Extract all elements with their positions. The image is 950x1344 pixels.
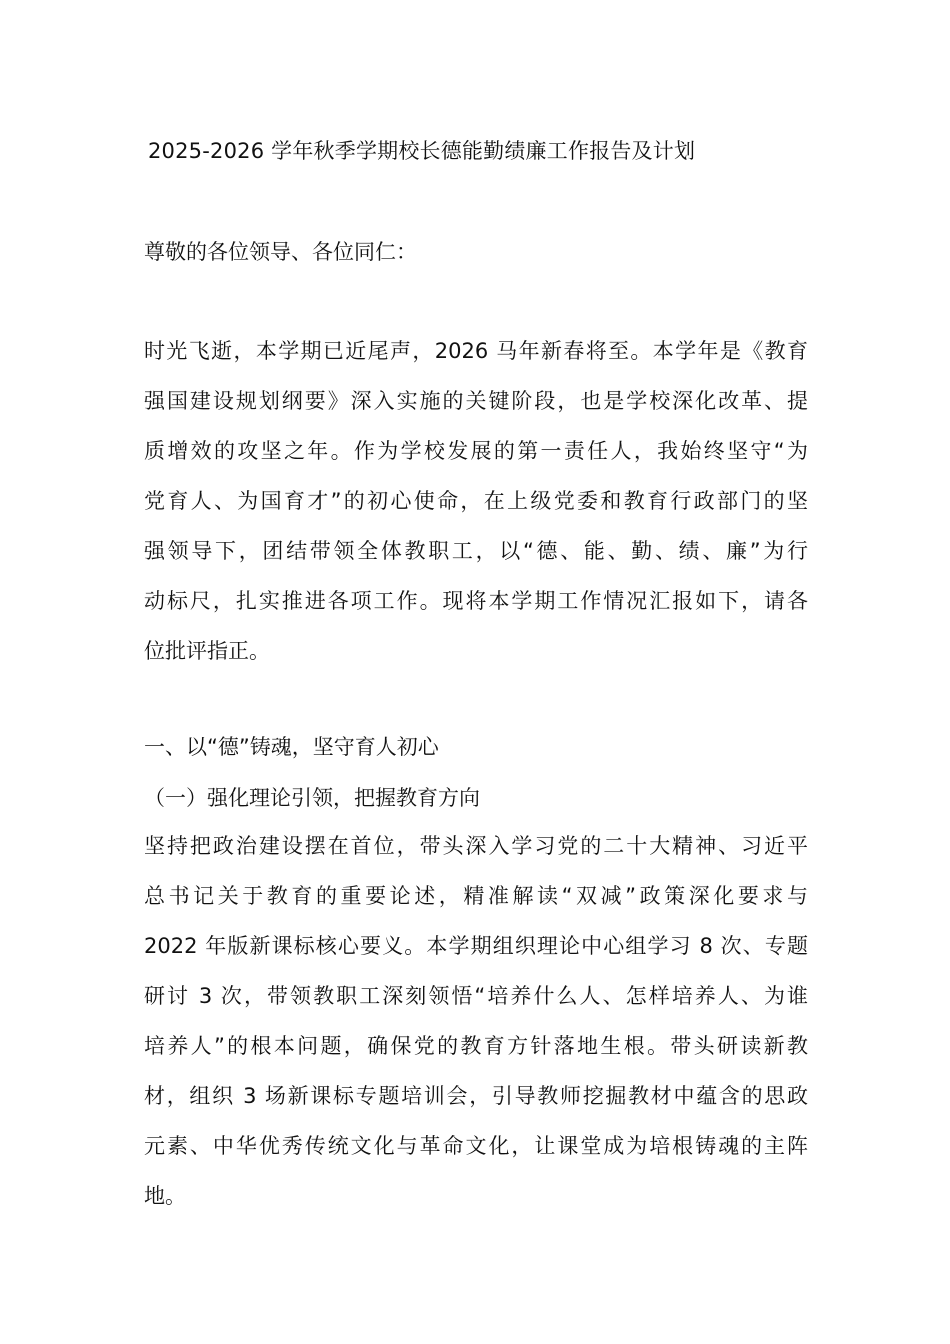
paragraph-line: 研讨 3 次，带领教职工深刻领悟“培养什么人、怎样培养人、为谁 — [144, 984, 808, 1008]
paragraph-line: 时光飞逝，本学期已近尾声，2026 马年新春将至。本学年是《教育 — [144, 339, 808, 363]
paragraph-line: 动标尺，扎实推进各项工作。现将本学期工作情况汇报如下，请各 — [144, 589, 808, 613]
intro-paragraph — [144, 326, 808, 676]
salutation: 尊敬的各位领导、各位同仁： — [144, 240, 417, 264]
paragraph-line: 党育人、为国育才”的初心使命，在上级党委和教育行政部门的坚 — [144, 489, 808, 513]
paragraph-line: 元素、中华优秀传统文化与革命文化，让课堂成为培根铸魂的主阵 — [144, 1134, 808, 1158]
section-paragraph — [144, 821, 808, 1221]
section-subheading: （一）强化理论引领，把握教育方向 — [144, 786, 480, 810]
section-heading: 一、以“德”铸魂，坚守育人初心 — [144, 735, 439, 759]
paragraph-line: 培养人”的根本问题，确保党的教育方针落地生根。带头研读新教 — [144, 1034, 808, 1058]
paragraph-line: 强领导下，团结带领全体教职工，以“德、能、勤、绩、廉”为行 — [144, 539, 808, 563]
paragraph-line: 总书记关于教育的重要论述，精准解读“双减”政策深化要求与 — [144, 884, 808, 908]
paragraph-line: 质增效的攻坚之年。作为学校发展的第一责任人，我始终坚守“为 — [144, 439, 808, 463]
paragraph-line: 强国建设规划纲要》深入实施的关键阶段，也是学校深化改革、提 — [144, 389, 808, 413]
paragraph-line: 地。 — [144, 1184, 186, 1208]
paragraph-line: 坚持把政治建设摆在首位，带头深入学习党的二十大精神、习近平 — [144, 834, 808, 858]
document-title: 2025-2026 学年秋季学期校长德能勤绩廉工作报告及计划 — [148, 139, 696, 163]
paragraph-line: 2022 年版新课标核心要义。本学期组织理论中心组学习 8 次、专题 — [144, 934, 808, 958]
paragraph-line: 位批评指正。 — [144, 639, 270, 663]
paragraph-line: 材，组织 3 场新课标专题培训会，引导教师挖掘教材中蕴含的思政 — [144, 1084, 808, 1108]
